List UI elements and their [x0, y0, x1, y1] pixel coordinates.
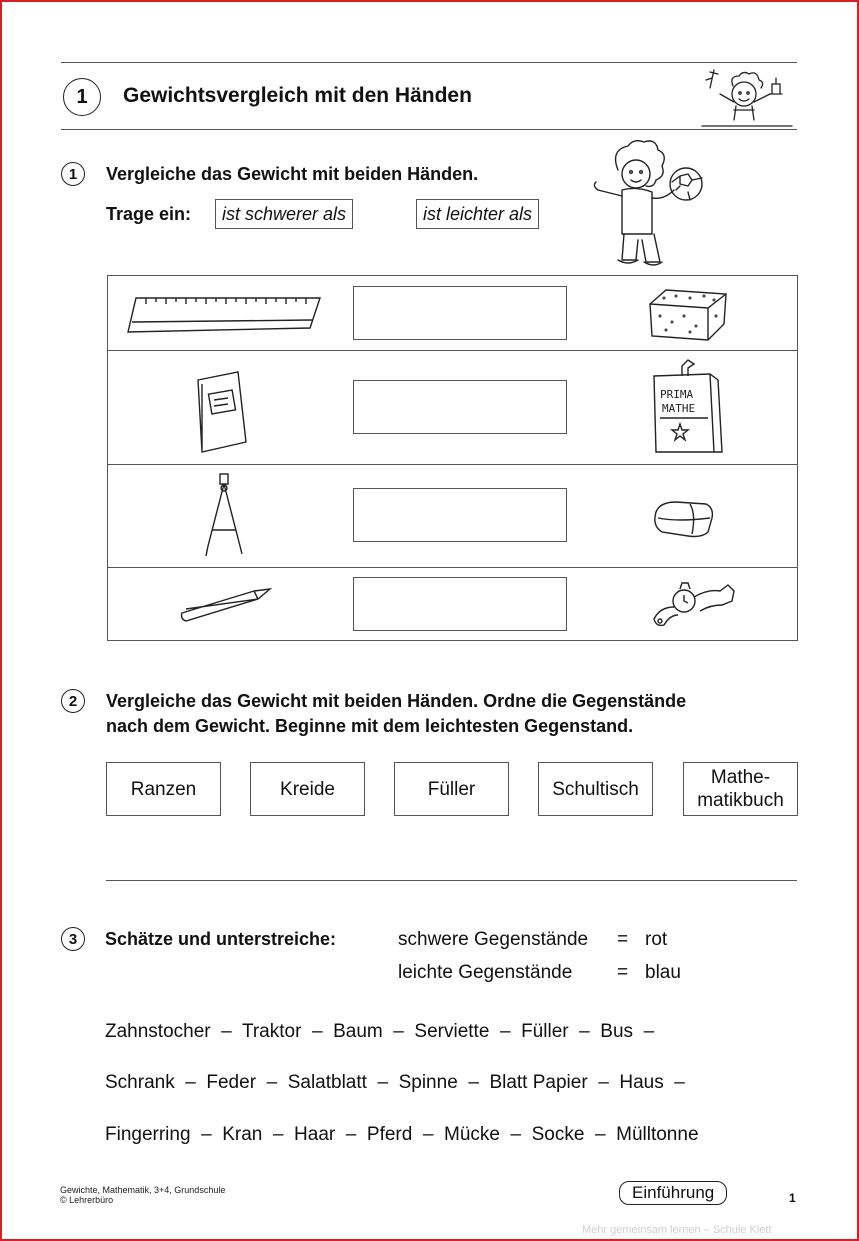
- word-line-2[interactable]: Schrank – Feder – Salatblatt – Spinne – Blatt Papier – Haus –: [105, 1072, 685, 1093]
- task1-fill-label: Trage ein:: [106, 204, 192, 224]
- item-box-kreide[interactable]: Kreide: [250, 762, 365, 816]
- legend-heavy-color: rot: [645, 929, 668, 950]
- legend-light-label: leichte Gegenstände: [398, 962, 573, 983]
- header-bottom-rule: [61, 129, 797, 130]
- footer-credits: [60, 1185, 225, 1205]
- answer-box-2[interactable]: [353, 380, 567, 434]
- comparison-row-3: [108, 464, 797, 568]
- header-top-rule: [61, 62, 797, 63]
- wristwatch-icon: [646, 579, 740, 631]
- page-title: Gewichtsvergleich mit den Händen: [123, 84, 472, 107]
- notebook-icon: [192, 370, 252, 454]
- header-child-illustration-icon: [700, 66, 796, 128]
- item-box-ranzen[interactable]: Ranzen: [106, 762, 221, 816]
- compass-icon: [202, 472, 246, 562]
- comparison-row-4: [108, 567, 797, 640]
- answer-box-3[interactable]: [353, 488, 567, 542]
- footer-line1: Gewichte, Mathematik, 3+4, Grundschule: [60, 1185, 226, 1195]
- comparison-row-1: [108, 276, 797, 351]
- task1-number: 1: [61, 162, 85, 186]
- math-book-icon: [648, 358, 728, 458]
- sponge-icon: [646, 286, 730, 342]
- item-box-fueller[interactable]: Füller: [394, 762, 509, 816]
- section-badge: Einführung: [619, 1181, 727, 1205]
- pencil-icon: [176, 585, 272, 625]
- math-book-title-line1: PRIMA: [660, 388, 694, 401]
- answer-box-4[interactable]: [353, 577, 567, 631]
- task3-instruction: Schätze und unterstreiche:: [105, 929, 337, 949]
- task1-instruction: Vergleiche das Gewicht mit beiden Händen.: [106, 164, 479, 184]
- answer-box-1[interactable]: [353, 286, 567, 340]
- option-lighter: ist leichter als: [416, 199, 539, 229]
- child-with-ball-illustration-icon: [588, 140, 713, 270]
- ruler-icon: [126, 290, 322, 334]
- watermark: Mehr gemeinsam lernen – Schule Klett: [582, 1224, 772, 1236]
- task2-number: 2: [61, 689, 85, 713]
- task3-number: 3: [61, 927, 85, 951]
- task2-answer-line[interactable]: [106, 880, 797, 881]
- page-number: 1: [789, 1191, 796, 1205]
- legend-heavy-label: schwere Gegenstände: [398, 929, 589, 950]
- item-box-schultisch[interactable]: Schultisch: [538, 762, 653, 816]
- item-box-mathematikbuch[interactable]: Mathe- matikbuch: [683, 762, 798, 816]
- eraser-icon: [650, 498, 716, 540]
- word-line-1[interactable]: Zahnstocher – Traktor – Baum – Serviette – Füller – Bus –: [105, 1021, 655, 1042]
- footer-line2: © Lehrerbüro: [60, 1195, 114, 1205]
- word-line-3[interactable]: Fingerring – Kran – Haar – Pferd – Mücke – Socke – Mülltonne: [105, 1124, 699, 1145]
- legend-light-equals: =: [617, 962, 629, 983]
- comparison-row-2: [108, 350, 797, 465]
- task2-instruction-line2: nach dem Gewicht. Beginne mit dem leichtesten Gegenstand.: [106, 716, 634, 736]
- math-book-title-line2: MATHE: [662, 402, 696, 415]
- header-number: 1: [63, 78, 101, 116]
- task2-instruction-line1: Vergleiche das Gewicht mit beiden Händen. Ordne die Gegenstände: [106, 691, 687, 711]
- comparison-table: [107, 275, 798, 641]
- legend-light-color: blau: [645, 962, 681, 983]
- option-heavier: ist schwerer als: [215, 199, 353, 229]
- legend-heavy-equals: =: [617, 929, 629, 950]
